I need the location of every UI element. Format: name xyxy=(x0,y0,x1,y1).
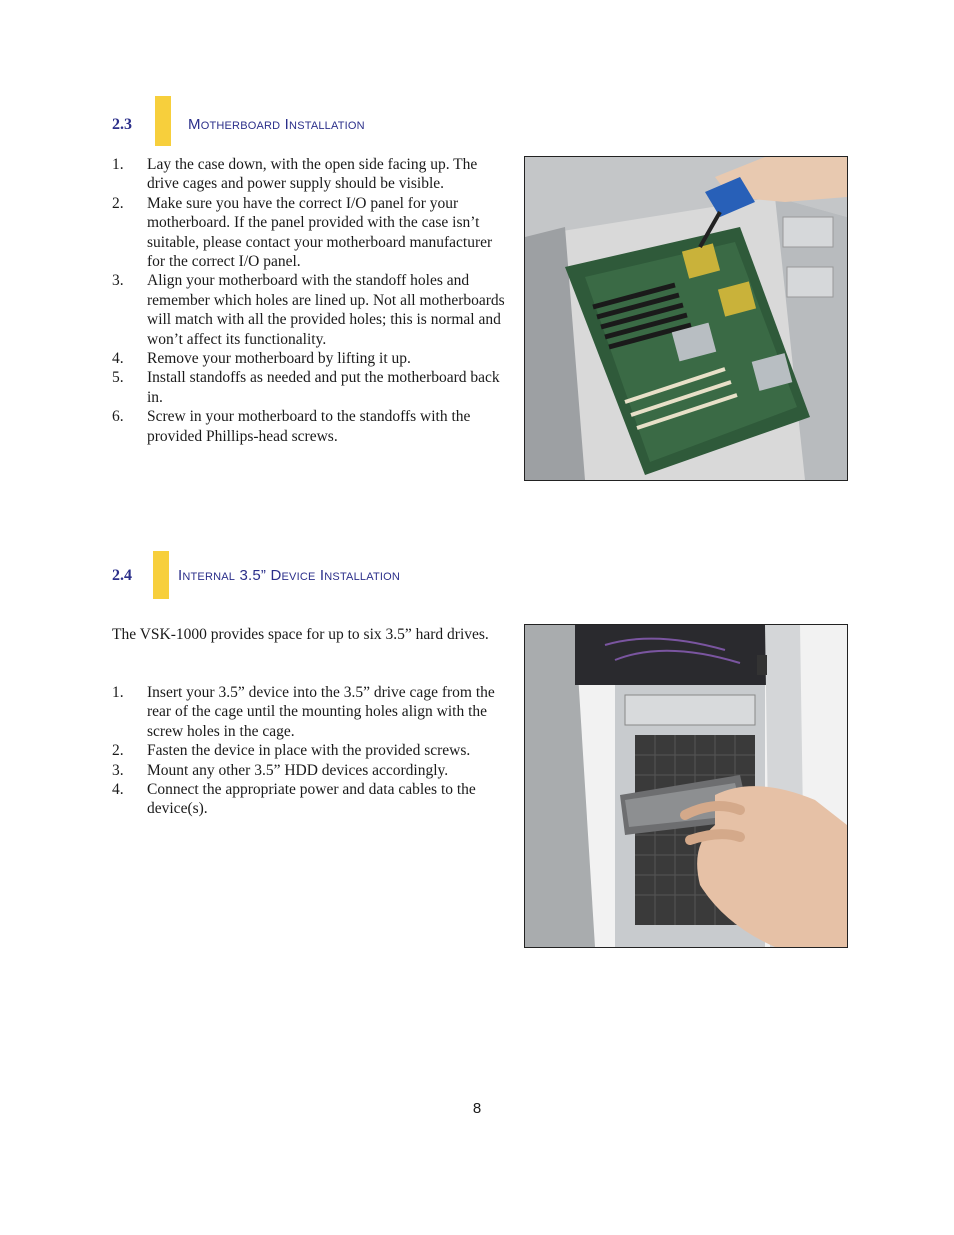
step-text: Insert your 3.5” device into the 3.5” drive cage from the rear of the cage until the mounting holes align with the screw holes in the cage. xyxy=(147,684,495,740)
step-text: Lay the case down, with the open side facing up. The drive cages and power supply should be visible. xyxy=(147,156,478,193)
list-item xyxy=(112,271,508,349)
motherboard-steps-list xyxy=(112,155,508,446)
list-item xyxy=(112,761,508,780)
step-text: Connect the appropriate power and data cables to the device(s). xyxy=(147,781,476,818)
list-item xyxy=(112,155,508,194)
step-text: Screw in your motherboard to the standoffs with the provided Phillips-head screws. xyxy=(147,408,471,445)
section-title: Motherboard Installation xyxy=(188,116,365,133)
drive-installation-photo xyxy=(524,624,848,948)
step-number: 2. xyxy=(112,194,124,212)
list-item xyxy=(112,407,508,446)
step-text: Fasten the device in place with the provided screws. xyxy=(147,742,471,760)
list-item xyxy=(112,741,508,760)
step-text: Mount any other 3.5” HDD devices accordingly. xyxy=(147,761,449,779)
list-item xyxy=(112,349,508,368)
drive-cage-illustration xyxy=(525,625,847,947)
list-item xyxy=(112,780,508,819)
step-text: Make sure you have the correct I/O panel for your motherboard. If the panel provided with the case isn’t suitable, please contact your motherboard manufacturer for the correct I/O panel. xyxy=(147,194,493,271)
step-number: 3. xyxy=(112,761,124,779)
motherboard-installation-photo xyxy=(524,156,848,481)
step-text: Remove your motherboard by lifting it up. xyxy=(147,350,411,368)
section-number: 2.3 xyxy=(112,116,132,133)
step-text: Align your motherboard with the standoff holes and remember which holes are lined up. Not all motherboards will match with all the provided holes; this is normal and won’t affect its functionality. xyxy=(147,272,505,348)
step-number: 4. xyxy=(112,781,124,799)
section-title: Internal 3.5” Device Installation xyxy=(178,567,401,584)
section-accent-bar xyxy=(155,96,171,146)
step-number: 1. xyxy=(112,684,124,701)
step-number: 5. xyxy=(112,369,124,387)
step-number: 6. xyxy=(112,408,124,426)
drive-steps-list xyxy=(112,683,508,819)
section-accent-bar xyxy=(153,551,169,599)
intro-paragraph: The VSK-1000 provides space for up to six 3.5” hard drives. xyxy=(112,626,489,643)
list-item xyxy=(112,194,508,272)
step-number: 3. xyxy=(112,272,124,290)
motherboard-illustration xyxy=(525,157,847,480)
step-number: 1. xyxy=(112,156,124,173)
section-number: 2.4 xyxy=(112,567,132,584)
step-number: 2. xyxy=(112,742,124,760)
list-item xyxy=(112,683,508,741)
step-number: 4. xyxy=(112,350,124,368)
step-text: Install standoffs as needed and put the motherboard back in. xyxy=(147,369,500,406)
page-number: 8 xyxy=(472,1100,482,1117)
list-item xyxy=(112,368,508,407)
